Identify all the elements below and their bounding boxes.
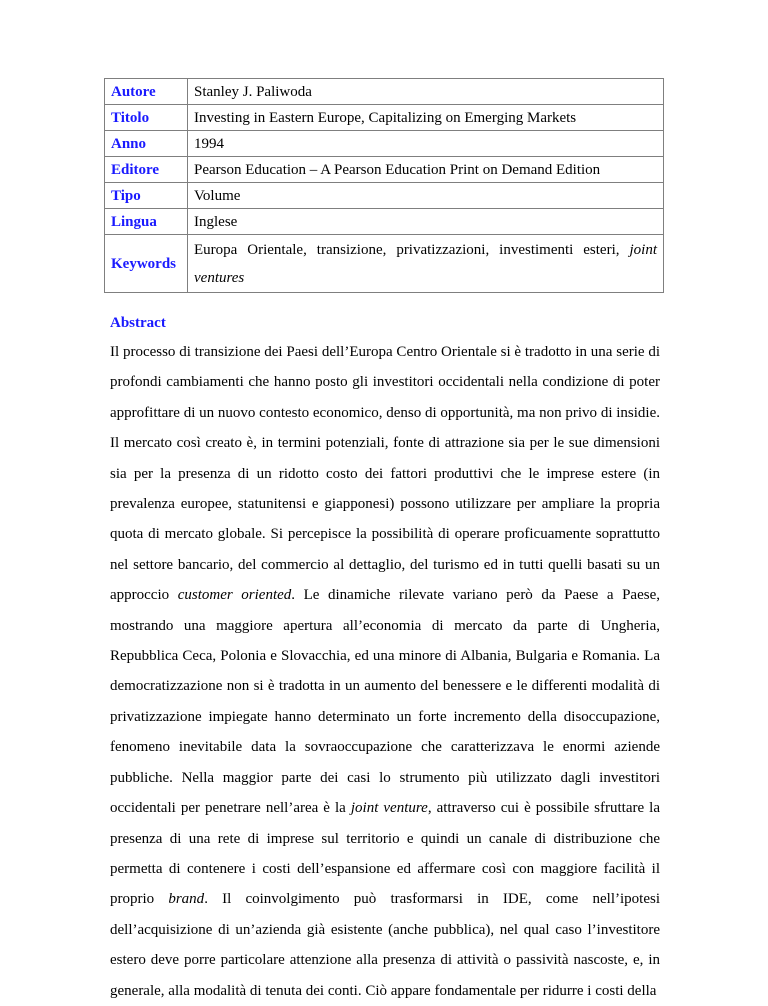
abstract-italic-term: customer oriented (177, 587, 292, 604)
title-value: Investing in Eastern Europe, Capitalizing on Emerging Markets (188, 105, 664, 131)
abstract-text: , attraverso cui è possibile sfruttare la presenza di una rete di imprese sul territorio e quindi un canale di distribuzione che permetta di contenere i costi dell’espansione ed affermare così con maggiore facilità il proprio (110, 800, 660, 908)
metadata-row-title (105, 105, 664, 131)
type-value: Volume (188, 183, 664, 209)
metadata-row-year (105, 131, 664, 157)
language-label: Lingua (105, 209, 188, 235)
metadata-row-keywords (105, 235, 664, 293)
metadata-row-publisher (105, 157, 664, 183)
type-label: Tipo (105, 183, 188, 209)
keywords-text-italic: joint ventures (194, 242, 657, 286)
keywords-value (188, 235, 664, 293)
year-label: Anno (105, 131, 188, 157)
keywords-text: Europa Orientale, transizione, privatizzazioni, investimenti esteri, (194, 242, 630, 258)
publisher-value: Pearson Education – A Pearson Education Print on Demand Edition (188, 157, 664, 183)
abstract-italic-term: joint venture (350, 800, 428, 817)
publisher-label: Editore (105, 157, 188, 183)
year-value: 1994 (188, 131, 664, 157)
abstract-paragraph (110, 337, 660, 1006)
abstract-text: Il processo di transizione dei Paesi dell’Europa Centro Orientale si è tradotto in una serie di profondi cambiamenti che hanno posto gli investitori occidentali nella condizione di poter approfittare di un nuovo contesto economico, denso di opportunità, ma non privo di insidie. Il mercato così creato è, in termini potenziali, fonte di attrazione sia per le sue dimensioni sia per la presenza di un ridotto costo dei fattori produttivi che le imprese estere (in prevalenza europee, statunitensi e giapponesi) possono utilizzare per ampliare la propria quota di mercato globale. Si percepisce la possibilità di operare proficuamente soprattutto nel settore bancario, del commercio al dettaglio, del turismo ed in tutti quelli basati su un approccio (110, 344, 660, 604)
metadata-row-author (105, 79, 664, 105)
abstract-italic-term: brand (168, 891, 205, 908)
language-value: Inglese (188, 209, 664, 235)
abstract-heading: Abstract (110, 315, 166, 331)
metadata-table (104, 78, 664, 293)
keywords-label: Keywords (105, 235, 188, 293)
abstract-text: . Il coinvolgimento può trasformarsi in IDE, come nell’ipotesi dell’acquisizione di un’azienda già esistente (anche pubblica), nel qual caso l’investitore estero deve porre particolare attenzione alla presenza di attività o passività nascoste, e, in generale, alla modalità di tenuta dei conti. Ciò appare fondamentale per ridurre i costi della (110, 891, 660, 999)
title-label: Titolo (105, 105, 188, 131)
author-label: Autore (105, 79, 188, 105)
abstract-text: . Le dinamiche rilevate variano però da Paese a Paese, mostrando una maggiore apertura all’economia di mercato da parte di Ungheria, Repubblica Ceca, Polonia e Slovacchia, ed una minore di Albania, Bulgaria e Romania. La democratizzazione non si è tradotta in un aumento del benessere e le differenti modalità di privatizzazione impiegate hanno determinato un forte incremento della disoccupazione, fenomeno inevitabile data la sovraoccupazione che caratterizzava le enormi aziende pubbliche. Nella maggior parte dei casi lo strumento più utilizzato dagli investitori occidentali per penetrare nell’area è la (110, 587, 660, 817)
metadata-row-type (105, 183, 664, 209)
metadata-row-language (105, 209, 664, 235)
author-value: Stanley J. Paliwoda (188, 79, 664, 105)
